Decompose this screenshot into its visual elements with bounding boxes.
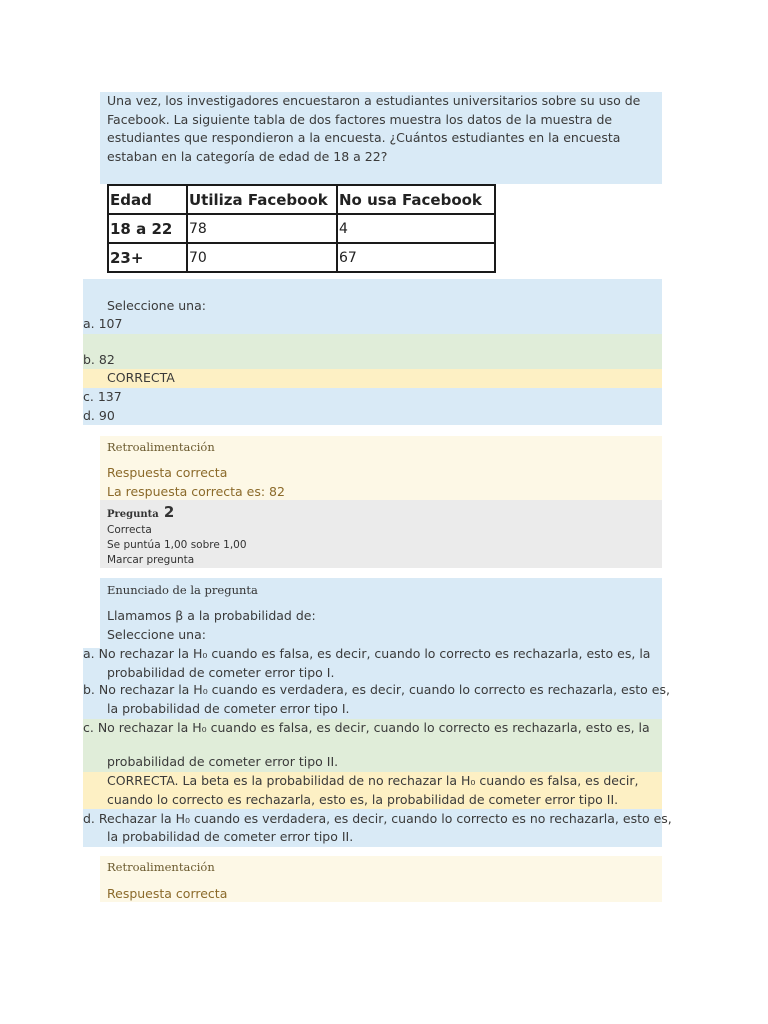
table-header-row [108, 185, 495, 214]
q2-score: Se puntúa 1,00 sobre 1,00 [107, 539, 247, 551]
q1-question-text: Una vez, los investigadores encuestaron a estudiantes universitarios sobre su uso de Facebook. La siguiente tabla de dos factores muestra los datos de la muestra de estudiantes que respondieron a la encuesta. ¿Cuántos estudiantes en la encuesta estaban en la categoría de edad de 18 a 22? [107, 93, 641, 164]
q2-status: Correcta [107, 524, 152, 536]
q2-feedback-line1: Respuesta correcta [107, 886, 228, 901]
q1-option-b-row[interactable] [83, 334, 662, 369]
q2-option-d[interactable]: d. Rechazar la H₀ cuando es verdadera, es decir, cuando lo correcto es no rechazarla, esto es, [83, 811, 672, 826]
q1-options-cd [83, 388, 662, 425]
table-cell: 70 [187, 243, 337, 272]
q1-select-label: Seleccione una: [107, 298, 206, 313]
q2-feedback-title: Retroalimentación [107, 860, 215, 874]
q2-option-c-cont: probabilidad de cometer error tipo II. [107, 754, 339, 769]
q2-prompt: Llamamos β a la probabilidad de: [107, 608, 316, 623]
q2-options-ab [83, 646, 670, 719]
q2-option-d-row [83, 809, 672, 847]
table-cell: 18 a 22 [108, 214, 187, 243]
q2-correct-line1: CORRECTA. La beta es la probabilidad de no rechazar la H₀ cuando es falsa, es decir, [107, 773, 639, 788]
q2-option-c[interactable]: c. No rechazar la H₀ cuando es falsa, es decir, cuando lo correcto es rechazarla, esto es, la [83, 720, 650, 735]
facebook-table [107, 184, 496, 273]
q1-option-a[interactable]: a. 107 [83, 316, 123, 331]
table-row [108, 243, 495, 272]
q2-info-panel [100, 500, 662, 568]
q2-correct-row [83, 772, 662, 809]
q2-select-label: Seleccione una: [107, 627, 206, 642]
table-header-cell: Edad [108, 185, 187, 214]
q1-option-b[interactable]: b. 82 [83, 352, 115, 367]
q1-correct-row [83, 369, 662, 388]
q1-text-block [100, 92, 662, 184]
q2-option-d-cont: la probabilidad de cometer error tipo II. [107, 829, 354, 844]
table-header-cell: Utiliza Facebook [187, 185, 337, 214]
q2-option-a-cont: probabilidad de cometer error tipo I. [107, 665, 335, 680]
q1-option-d[interactable]: d. 90 [83, 408, 115, 423]
q2-option-a[interactable]: a. No rechazar la H₀ cuando es falsa, es decir, cuando lo correcto es rechazarla, esto es, la [83, 646, 651, 661]
table-row [108, 214, 495, 243]
q1-feedback-title: Retroalimentación [107, 440, 215, 454]
q2-label: Pregunta [107, 509, 159, 520]
q2-option-b[interactable]: b. No rechazar la H₀ cuando es verdadera, es decir, cuando lo correcto es rechazarla, esto es, [83, 682, 670, 697]
q2-heading [107, 502, 174, 521]
table-cell: 23+ [108, 243, 187, 272]
q2-correct-line2: cuando lo correcto es rechazarla, esto es, la probabilidad de cometer error tipo II. [107, 792, 619, 807]
q2-option-b-cont: la probabilidad de cometer error tipo I. [107, 701, 350, 716]
q2-feedback [100, 856, 662, 902]
q2-number: 2 [163, 503, 175, 521]
q1-feedback [100, 436, 662, 500]
q1-feedback-line2: La respuesta correcta es: 82 [107, 484, 285, 499]
q2-option-c-row[interactable] [83, 719, 662, 772]
table-cell: 4 [337, 214, 495, 243]
table-cell: 67 [337, 243, 495, 272]
q2-statement-block [100, 578, 662, 648]
table-cell: 78 [187, 214, 337, 243]
q1-feedback-line1: Respuesta correcta [107, 465, 228, 480]
q1-correct-mark: CORRECTA [107, 370, 175, 385]
table-header-cell: No usa Facebook [337, 185, 495, 214]
q2-statement-title: Enunciado de la pregunta [107, 583, 258, 597]
q1-option-c[interactable]: c. 137 [83, 389, 122, 404]
flag-question-link[interactable]: Marcar pregunta [107, 554, 195, 566]
